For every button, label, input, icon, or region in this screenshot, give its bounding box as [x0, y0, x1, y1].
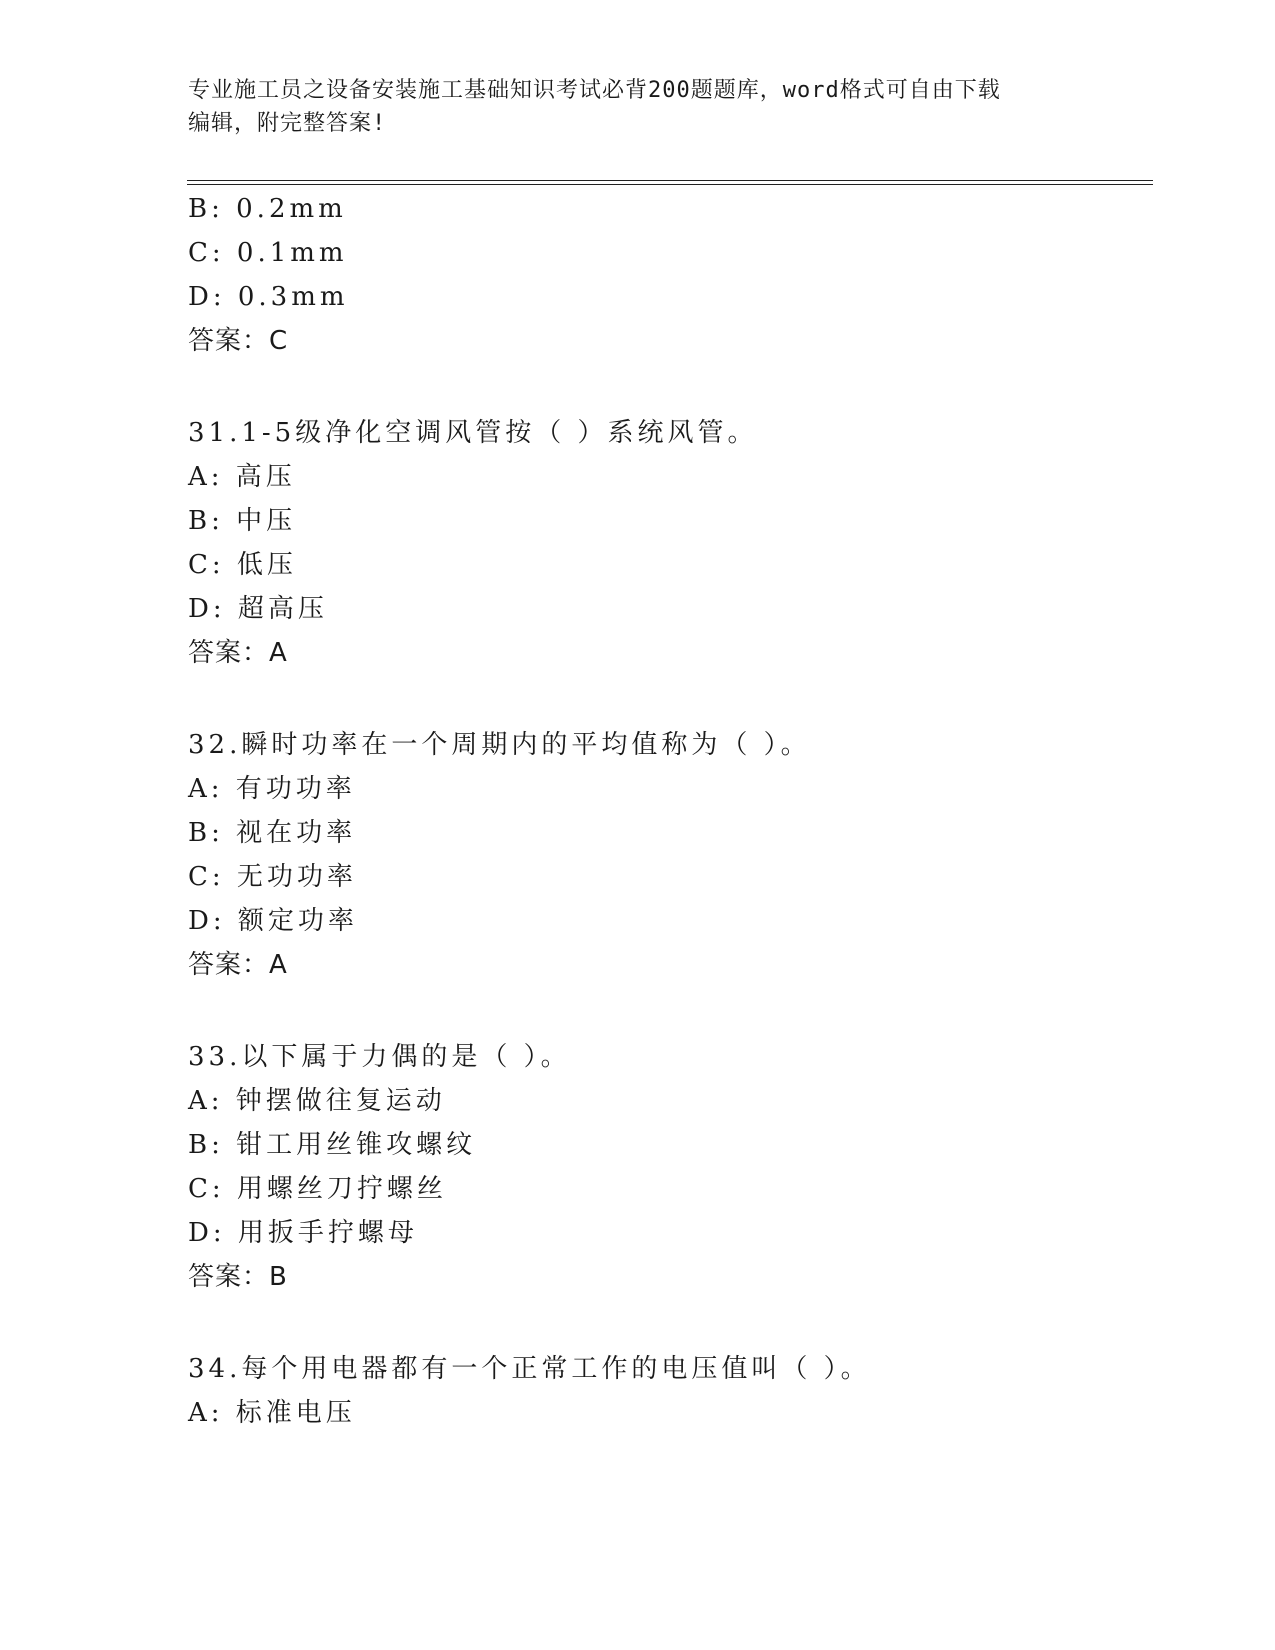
- q32-answer: 答案：A: [188, 950, 288, 980]
- question-31: 31.1-5级净化空调风管按（ ）系统风管。: [188, 418, 758, 448]
- q32-option-c: C: 无功功率: [188, 862, 357, 892]
- q34-option-a: A: 标准电压: [188, 1398, 356, 1428]
- option-b: B: 0.2mm: [188, 194, 347, 224]
- option-c: C: 0.1mm: [188, 238, 348, 268]
- q32-option-b: B: 视在功率: [188, 818, 357, 848]
- q33-answer: 答案：B: [188, 1262, 288, 1292]
- question-34: 34.每个用电器都有一个正常工作的电压值叫（ ）。: [188, 1354, 871, 1384]
- q31-option-c: C: 低压: [188, 550, 297, 580]
- question-32: 32.瞬时功率在一个周期内的平均值称为（ ）。: [188, 730, 811, 760]
- q32-option-d: D: 额定功率: [188, 906, 358, 936]
- q33-option-c: C: 用螺丝刀拧螺丝: [188, 1174, 447, 1204]
- header-line-1: 专业施工员之设备安装施工基础知识考试必背200题题库，word格式可自由下载: [188, 78, 1001, 103]
- q31-option-d: D: 超高压: [188, 594, 328, 624]
- q31-option-a: A: 高压: [188, 462, 296, 492]
- document-header: [188, 74, 1088, 140]
- q33-option-a: A: 钟摆做往复运动: [188, 1086, 446, 1116]
- q31-answer: 答案：A: [188, 638, 288, 668]
- q31-option-b: B: 中压: [188, 506, 297, 536]
- question-33: 33.以下属于力偶的是（ ）。: [188, 1042, 571, 1072]
- header-divider-bottom: [187, 184, 1153, 185]
- q32-option-a: A: 有功功率: [188, 774, 356, 804]
- q33-option-b: B: 钳工用丝锥攻螺纹: [188, 1130, 477, 1160]
- header-line-2: 编辑，附完整答案!: [188, 111, 387, 136]
- q33-option-d: D: 用扳手拧螺母: [188, 1218, 418, 1248]
- answer-line: 答案：C: [188, 326, 289, 356]
- option-d: D: 0.3mm: [188, 282, 349, 312]
- header-divider-top: [187, 180, 1153, 181]
